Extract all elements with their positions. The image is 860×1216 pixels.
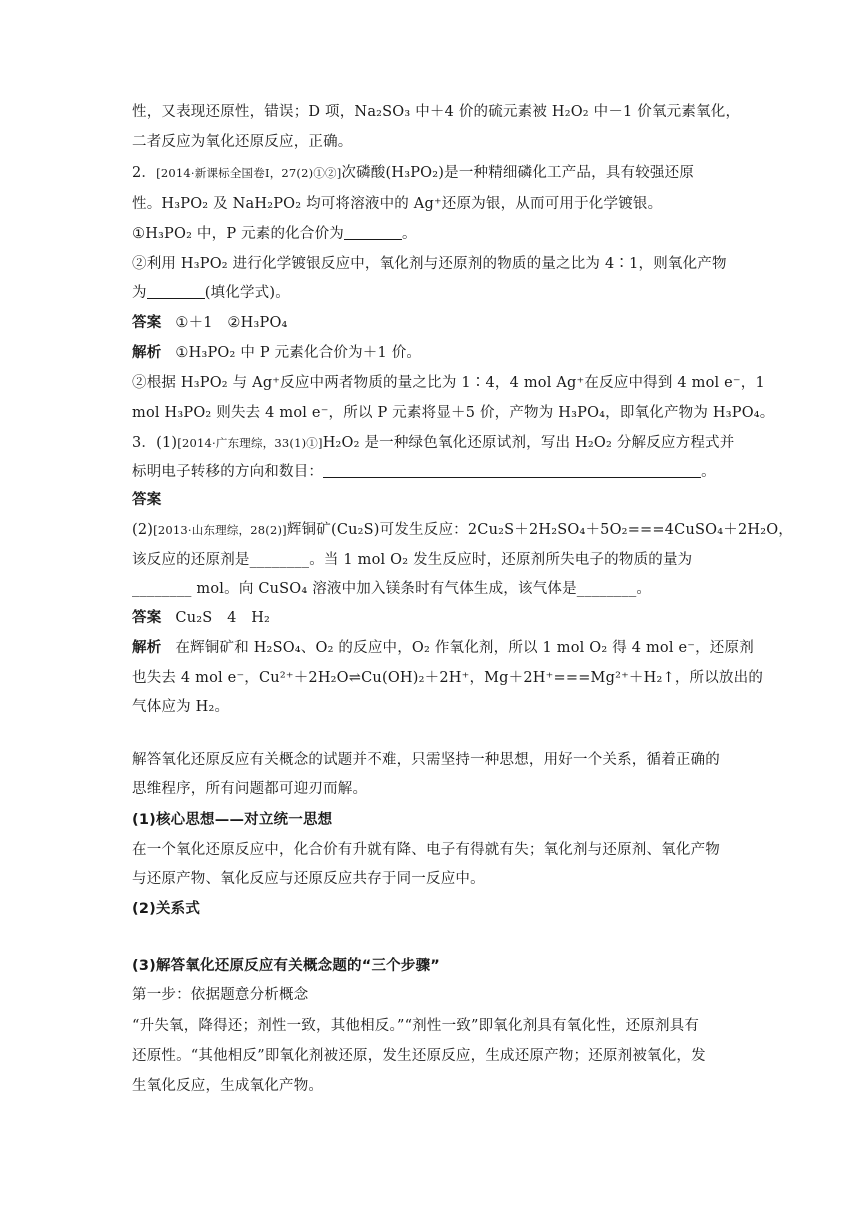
text-span: 。 [701,464,716,480]
text-line: ②根据 H₃PO₂ 与 Ag⁺反应中两者物质的量之比为 1∶4，4 mol Ag⁺在反应中得到 4 mol e⁻，1 [132,375,765,391]
text-line: mol H₃PO₂ 则失去 4 mol e⁻，所以 P 元素将显＋5 价，产物为 H₃PO₄，即氧化产物为 H₃PO₄。 [132,405,775,421]
question-3 [132,433,738,453]
answer-label: 答案 [132,610,162,626]
question-number: 2． [132,165,157,181]
text-line: ________ mol。向 CuSO₄ 溶液中加入镁条时有气体生成，该气体是________。 [132,581,652,597]
text-line: ②利用 H₃PO₂ 进行化学镀银反应中，氧化剂与还原剂的物质的量之比为 4∶1，则氧化产物 [132,256,727,272]
question-text: 次磷酸(H₃PO₂)是一种精细磷化工产品，具有较强还原 [341,165,695,181]
text-line: 解答氧化还原反应有关概念的试题并不难，只需坚持一种思想，用好一个关系，循着正确的 [132,752,720,768]
text-line: 二者反应为氧化还原反应，正确。 [132,134,353,150]
question-source: [2014·广东理综，33(1)①] [177,436,323,450]
analysis-line [132,638,754,658]
answer-line [132,608,738,628]
answer-blank [344,225,402,240]
question-3-1-cont [132,462,738,482]
text-line: 在一个氧化还原反应中，化合价有升就有降、电子有得就有失；氧化剂与还原剂、氧化产物 [132,842,720,858]
text-span: 为 [132,285,147,301]
text-span: (填化学式)。 [204,285,290,301]
text-line: 性。H₃PO₂ 及 NaH₂PO₂ 均可将溶液中的 Ag⁺还原为银，从而可用于化学镀银。 [132,196,663,212]
text-span: 。 [402,226,417,242]
answer-label: 答案 [132,492,162,508]
answer-line [132,490,738,510]
question-source: [2013·山东理综，28(2)] [153,523,287,537]
answer-label: 答案 [132,315,162,331]
question-number: (2) [132,522,154,538]
answer-blank [323,463,701,478]
text-span: 标明电子转移的方向和数目： [132,464,324,480]
section-heading: (3)解答氧化还原反应有关概念题的“三个步骤” [132,958,441,974]
text-span: ①H₃PO₂ 中，P 元素的化合价为 [132,226,344,242]
text-line: 性，又表现还原性，错误；D 项，Na₂SO₃ 中＋4 价的硫元素被 H₂O₂ 中－1 价氧元素氧化， [132,104,741,120]
section-heading: (2)关系式 [132,901,201,917]
question-3-2 [132,520,794,540]
analysis-text: 在辉铜矿和 H₂SO₄、O₂ 的反应中，O₂ 作氧化剂，所以 1 mol O₂ 得 4 mol e⁻，还原剂 [175,640,754,656]
analysis-line [132,343,738,363]
text-line: 思维程序，所有问题都可迎刃而解。 [132,781,368,797]
text-line: 气体应为 H₂。 [132,699,230,715]
analysis-text: ①H₃PO₂ 中 P 元素化合价为＋1 价。 [175,345,422,361]
question-text: H₂O₂ 是一种绿色氧化还原试剂，写出 H₂O₂ 分解反应方程式并 [322,435,735,451]
question-text: 辉铜矿(Cu₂S)可发生反应：2Cu₂S＋2H₂SO₄＋5O₂===4CuSO₄＋2H₂O， [286,522,794,538]
text-line: 与还原产物、氧化反应与还原反应共存于同一反应中。 [132,871,485,887]
answer-text: ①＋1 ②H₃PO₄ [175,315,288,331]
answer-text: Cu₂S 4 H₂ [175,610,271,626]
question-2-1 [132,224,738,244]
text-line: 第一步：依据题意分析概念 [132,987,309,1003]
section-heading: (1)核心思想——对立统一思想 [132,812,333,828]
question-number: 3．(1) [132,435,178,451]
answer-blank [147,284,205,299]
analysis-label: 解析 [132,640,162,656]
question-2-2-cont [132,283,738,303]
text-line: 还原性。“其他相反”即氧化剂被还原，发生还原反应，生成还原产物；还原剂被氧化，发 [132,1048,706,1064]
question-source: [2014·新课标全国卷Ⅰ，27(2)①②] [156,166,342,180]
question-2 [132,163,738,183]
text-line: 生氧化反应，生成氧化产物。 [132,1078,324,1094]
analysis-label: 解析 [132,345,162,361]
text-line: “升失氧，降得还；剂性一致，其他相反。”“剂性一致”即氧化剂具有氧化性，还原剂具有 [132,1018,700,1034]
text-line: 也失去 4 mol e⁻，Cu²⁺＋2H₂O⇌Cu(OH)₂＋2H⁺，Mg＋2H⁺===Mg²⁺＋H₂↑，所以放出的 [132,670,764,686]
text-line: 该反应的还原剂是________。当 1 mol O₂ 发生反应时，还原剂所失电子的物质的量为 [132,552,693,568]
answer-line [132,313,738,333]
